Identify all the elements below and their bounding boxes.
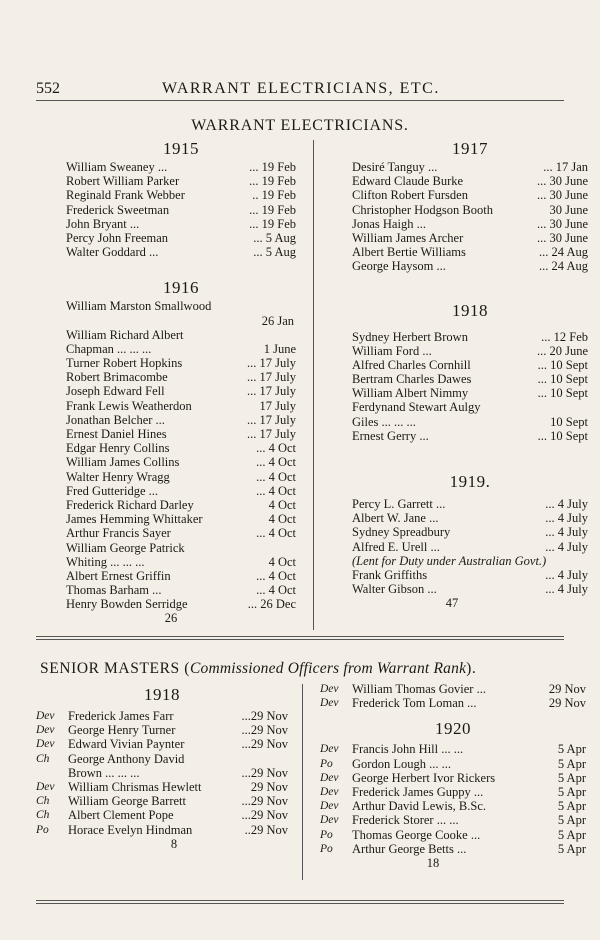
entry-name: Giles ... ... ...: [352, 414, 416, 429]
list-item: [352, 497, 588, 511]
entry-date: ... 4 July: [545, 582, 588, 597]
entry-name: Albert Bertie Williams: [352, 245, 466, 260]
entry-name: George Henry Turner: [68, 723, 176, 738]
entry-name: Henry Bowden Serridge: [66, 597, 188, 612]
rank-prefix: Dev: [320, 743, 339, 756]
entry-name: William Albert Nimmy: [352, 386, 469, 401]
rank-prefix: Ch: [36, 752, 50, 765]
entry-date: 5 Apr: [557, 799, 586, 814]
entry-name: William James Collins: [66, 455, 180, 470]
list-item: [320, 771, 586, 785]
rank-prefix: Dev: [320, 697, 339, 710]
list-item: [352, 358, 588, 372]
rank-prefix: Dev: [36, 724, 55, 737]
entry-date: ..29 Nov: [244, 822, 288, 837]
list-item: [66, 455, 296, 469]
entry-date: ... 4 Oct: [256, 455, 296, 470]
entry-date: 1 June: [263, 341, 296, 356]
rank-prefix: Dev: [320, 771, 339, 784]
entry-date: ...29 Nov: [241, 794, 288, 809]
list-item: [352, 400, 588, 414]
list-item: [352, 160, 588, 174]
entry-name: Frederick Storer ... ...: [352, 813, 459, 828]
list-item: [36, 723, 288, 737]
list-item: [352, 568, 588, 582]
list-sm-carry: [320, 682, 586, 710]
page-number: 552: [36, 80, 60, 97]
entry-name: Christopher Hodgson Booth: [352, 202, 493, 217]
entry-name: Reginald Frank Webber: [66, 188, 185, 203]
entry-name: George Herbert Ivor Rickers: [352, 770, 496, 785]
entry-date: ... 4 Oct: [256, 483, 296, 498]
entry-name: Alfred E. Urell ...: [352, 539, 440, 554]
bottom-rule-bottom: [36, 903, 564, 904]
entry-name: William Ford ...: [352, 343, 432, 358]
list-item: [352, 540, 588, 554]
rank-prefix: Dev: [36, 780, 55, 793]
list-item: 26 Jan: [261, 313, 294, 328]
entry-date: ... 24 Aug: [539, 245, 588, 260]
list-item: [352, 217, 588, 231]
entry-date: ... 12 Feb: [541, 329, 588, 344]
entry-date: 4 Oct: [268, 497, 296, 512]
entry-date: ...29 Nov: [241, 709, 288, 723]
entry-name: Jonathan Belcher ...: [66, 412, 165, 427]
entry-name: Alfred Charles Cornhill: [352, 357, 471, 372]
total-1916: 26: [164, 611, 178, 626]
entry-date: ... 24 Aug: [539, 259, 588, 274]
list-item: [36, 794, 288, 808]
entry-name: Albert W. Jane ...: [352, 511, 439, 526]
rank-prefix: Dev: [320, 683, 339, 695]
entry-date: ... 10 Sept: [537, 428, 588, 443]
list-item: [320, 842, 586, 856]
entry-name: Francis John Hill ... ...: [352, 742, 464, 757]
list-1919-lent: [352, 568, 588, 596]
entry-name: Frederick Sweetman: [66, 202, 170, 217]
entry-name: Walter Goddard ...: [66, 245, 159, 260]
entry-name: Percy John Freeman: [66, 230, 169, 245]
list-item: [352, 429, 588, 443]
entry-name: Frank Lewis Weatherdon: [66, 398, 192, 413]
entry-date: 5 Apr: [557, 827, 586, 842]
list-item: [66, 399, 296, 413]
left-column-1915-1916: [66, 138, 296, 626]
rank-prefix: Dev: [320, 814, 339, 827]
entry-name: James Hemming Whittaker: [66, 512, 203, 527]
list-item: [66, 583, 296, 597]
rank-prefix: Ch: [36, 795, 50, 808]
entry-date: ... 5 Aug: [253, 230, 296, 245]
rank-prefix: Po: [320, 757, 333, 770]
entry-name: Fred Gutteridge ...: [66, 483, 158, 498]
entry-date: .. 19 Feb: [252, 188, 296, 203]
rank-prefix: Ch: [36, 809, 50, 822]
entry-name: Whiting ... ... ...: [66, 554, 145, 569]
senior-masters-1918-column: [36, 684, 288, 851]
entry-date: ... 19 Feb: [249, 174, 296, 189]
list-item: [352, 174, 588, 188]
rank-prefix: Po: [320, 828, 333, 841]
entry-name: Ernest Daniel Hines: [66, 427, 167, 441]
entry-date: ... 4 Oct: [256, 583, 296, 598]
entry-date: ... 4 July: [545, 539, 588, 554]
list-item: [66, 526, 296, 540]
entry-date: ... 20 June: [536, 343, 588, 358]
entry-name: Edward Vivian Paynter: [68, 737, 185, 752]
entry-date: 4 Oct: [268, 554, 296, 569]
entry-name: William James Archer: [352, 230, 464, 245]
entry-name: William Sweaney ...: [66, 160, 168, 174]
entry-date: 30 June: [549, 202, 588, 217]
rank-prefix: Dev: [36, 738, 55, 751]
list-item: [320, 696, 586, 710]
entry-name: Sydney Herbert Brown: [352, 329, 468, 344]
entry-name: Frederick James Guppy ...: [352, 784, 484, 799]
list-item: [66, 342, 296, 356]
right-column-1917-1919: [352, 138, 588, 611]
list-item: [352, 231, 588, 245]
rank-prefix: Po: [36, 823, 49, 836]
entry-date: ... 30 June: [536, 174, 588, 189]
list-item: [66, 356, 296, 370]
entry-date: 5 Apr: [557, 770, 586, 785]
year-heading-1918: 1918: [452, 300, 488, 320]
entry-date: ... 4 Oct: [256, 441, 296, 456]
entry-date: ... 19 Feb: [249, 216, 296, 231]
total-sm-1918: 8: [170, 836, 178, 851]
list-sm-1920: [320, 742, 586, 856]
list-item: William Marston Smallwood: [66, 299, 212, 314]
list-1915: [66, 160, 296, 259]
entry-name: Sydney Spreadbury: [352, 525, 451, 540]
list-item: [66, 203, 296, 217]
list-item: [66, 160, 296, 174]
entry-date: 10 Sept: [550, 414, 588, 429]
entry-name: Desiré Tanguy ...: [352, 160, 438, 174]
entry-date: ... 30 June: [536, 216, 588, 231]
list-item: [352, 386, 588, 400]
list-item: [352, 188, 588, 202]
list-1918: [352, 330, 588, 444]
entry-name: William Thomas Govier ...: [352, 682, 486, 696]
entry-date: 5 Apr: [557, 841, 586, 856]
list-item: [352, 245, 588, 259]
list-item: [66, 597, 296, 611]
year-heading-1919: 1919.: [449, 472, 491, 491]
entry-name: Joseph Edward Fell: [66, 384, 165, 399]
entry-date: ... 17 July: [247, 384, 296, 399]
list-1917: [352, 160, 588, 274]
list-item: [66, 174, 296, 188]
list-item: [352, 415, 588, 429]
list-item: [36, 780, 288, 794]
entry-date: ... 4 Oct: [256, 469, 296, 484]
entry-name: Horace Evelyn Hindman: [68, 822, 193, 837]
running-title: WARRANT ELECTRICIANS, ETC.: [162, 80, 440, 97]
entry-date: ... 10 Sept: [537, 372, 588, 387]
entry-name: Thomas George Cooke ...: [352, 827, 481, 842]
year-heading-1916: 1916: [163, 278, 199, 298]
list-item: [66, 384, 296, 398]
year-heading-1915: 1915: [163, 139, 199, 158]
entry-name: John Bryant ...: [66, 216, 140, 231]
entry-date: 29 Nov: [250, 779, 288, 794]
list-item: William Richard Albert: [66, 327, 184, 342]
list-item: [320, 828, 586, 842]
entry-name: Albert Ernest Griffin: [66, 568, 171, 583]
entry-date: ... 30 June: [536, 188, 588, 203]
entry-date: ... 17 Jan: [543, 160, 588, 174]
section-title-senior-masters: SENIOR MASTERS (Commissioned Officers from Warrant Rank).: [40, 660, 477, 677]
entry-name: Ferdynand Stewart Aulgy: [352, 400, 481, 415]
entry-date: ... 10 Sept: [537, 357, 588, 372]
list-item: [352, 259, 588, 273]
list-item: [66, 217, 296, 231]
list-item: [320, 757, 586, 771]
list-item: [36, 823, 288, 837]
entry-date: ... 17 July: [247, 427, 296, 441]
list-item: [352, 344, 588, 358]
entry-name: Walter Gibson ...: [352, 582, 437, 597]
entry-date: ... 19 Feb: [249, 202, 296, 217]
entry-date: ... 26 Dec: [247, 597, 296, 612]
entry-name: Frederick Tom Loman ...: [352, 696, 477, 711]
entry-name: Bertram Charles Dawes: [352, 372, 472, 387]
list-item: [320, 742, 586, 756]
column-divider: [313, 140, 314, 630]
entry-date: 4 Oct: [268, 512, 296, 527]
list-item: [352, 511, 588, 525]
entry-name: Edgar Henry Collins: [66, 441, 170, 456]
entry-name: Walter Henry Wragg: [66, 469, 170, 484]
entry-name: George Haysom ...: [352, 259, 446, 274]
rank-prefix: Dev: [320, 800, 339, 813]
entry-name: Albert Clement Pope: [68, 808, 174, 823]
list-sm-1918: [36, 709, 288, 837]
entry-date: ... 17 July: [247, 356, 296, 371]
list-item: [66, 470, 296, 484]
list-item: [66, 427, 296, 441]
list-item: [36, 752, 288, 766]
entry-date: ...29 Nov: [241, 723, 288, 738]
list-item: [66, 498, 296, 512]
entry-name: Arthur Francis Sayer: [66, 526, 171, 541]
entry-date: ... 4 Oct: [256, 568, 296, 583]
entry-name: Robert William Parker: [66, 174, 180, 189]
entry-date: 29 Nov: [548, 682, 586, 696]
entry-name: Edward Claude Burke: [352, 174, 464, 189]
list-item: [320, 813, 586, 827]
list-item: [36, 709, 288, 723]
list-item: [36, 808, 288, 822]
entry-name: Brown ... ... ...: [68, 765, 140, 780]
list-item: [66, 555, 296, 569]
entry-name: Arthur George Betts ...: [352, 841, 467, 856]
entry-date: 5 Apr: [557, 784, 586, 799]
list-item: [320, 785, 586, 799]
lent-note: (Lent for Duty under Australian Govt.): [352, 553, 547, 568]
list-item: [352, 330, 588, 344]
rank-prefix: Dev: [320, 785, 339, 798]
entry-name: Chapman ... ... ...: [66, 341, 152, 356]
list-item: [66, 231, 296, 245]
entry-name: Jonas Haigh ...: [352, 216, 426, 231]
entry-date: ...29 Nov: [241, 765, 288, 780]
entry-name: Frederick James Farr: [68, 709, 174, 723]
senior-masters-1920-column: [320, 682, 586, 870]
list-item: [320, 799, 586, 813]
entry-date: ... 19 Feb: [249, 160, 296, 174]
entry-date: ... 4 July: [545, 567, 588, 582]
list-item: [36, 766, 288, 780]
list-item: [66, 370, 296, 384]
list-item: [36, 737, 288, 751]
bottom-rule-top: [36, 900, 564, 901]
entry-date: ... 5 Aug: [253, 245, 296, 260]
entry-date: ... 4 July: [545, 525, 588, 540]
entry-name: Clifton Robert Fursden: [352, 188, 468, 203]
list-item: [66, 441, 296, 455]
entry-name: Turner Robert Hopkins: [66, 356, 183, 371]
total-1919: 47: [445, 596, 459, 611]
entry-name: Frederick Richard Darley: [66, 497, 194, 512]
entry-date: ... 4 July: [545, 511, 588, 526]
entry-name: Arthur David Lewis, B.Sc.: [352, 799, 487, 814]
entry-date: ... 17 July: [247, 370, 296, 385]
list-item: [352, 525, 588, 539]
entry-name: William Chrismas Hewlett: [68, 779, 202, 794]
entry-name: William George Patrick: [66, 540, 185, 555]
entry-date: ... 4 Oct: [256, 526, 296, 541]
entry-name: Frank Griffiths: [352, 567, 428, 582]
list-item: [66, 541, 296, 555]
list-item: [66, 484, 296, 498]
entry-date: 5 Apr: [557, 742, 586, 757]
entry-date: ... 4 July: [545, 497, 588, 511]
section-title-warrant-electricians: WARRANT ELECTRICIANS.: [191, 117, 409, 134]
total-sm-1920: 18: [426, 855, 440, 870]
entry-name: Ernest Gerry ...: [352, 428, 429, 443]
entry-date: ...29 Nov: [241, 808, 288, 823]
entry-name: William George Barrett: [68, 794, 186, 809]
section-rule-top: [36, 636, 564, 637]
list-1916: [66, 342, 296, 612]
header-rule: [36, 100, 564, 101]
entry-name: Thomas Barham ...: [66, 583, 162, 598]
list-item: [66, 245, 296, 259]
list-item: [352, 582, 588, 596]
rank-prefix: Po: [320, 842, 333, 855]
year-heading-1917: 1917: [452, 139, 488, 158]
list-item: [320, 682, 586, 696]
entry-date: ... 30 June: [536, 230, 588, 245]
list-item: [352, 372, 588, 386]
entry-name: Gordon Lough ... ...: [352, 756, 451, 771]
entry-name: George Anthony David: [68, 751, 185, 766]
entry-date: ...29 Nov: [241, 737, 288, 752]
entry-date: ... 17 July: [247, 412, 296, 427]
list-item: [66, 188, 296, 202]
list-item: [66, 512, 296, 526]
entry-date: 29 Nov: [548, 696, 586, 711]
entry-date: ... 10 Sept: [537, 386, 588, 401]
entry-name: Percy L. Garrett ...: [352, 497, 446, 511]
year-heading-sm-1920: 1920: [435, 719, 471, 739]
rank-prefix: Dev: [36, 710, 55, 722]
list-item: [66, 413, 296, 427]
list-item: [352, 203, 588, 217]
entry-name: Robert Brimacombe: [66, 370, 168, 385]
section-rule-bottom: [36, 639, 564, 640]
list-1919: [352, 497, 588, 554]
list-item: [66, 569, 296, 583]
entry-date: 17 July: [259, 398, 296, 413]
entry-date: 5 Apr: [557, 756, 586, 771]
entry-date: 5 Apr: [557, 813, 586, 828]
year-heading-sm-1918: 1918: [144, 685, 180, 704]
